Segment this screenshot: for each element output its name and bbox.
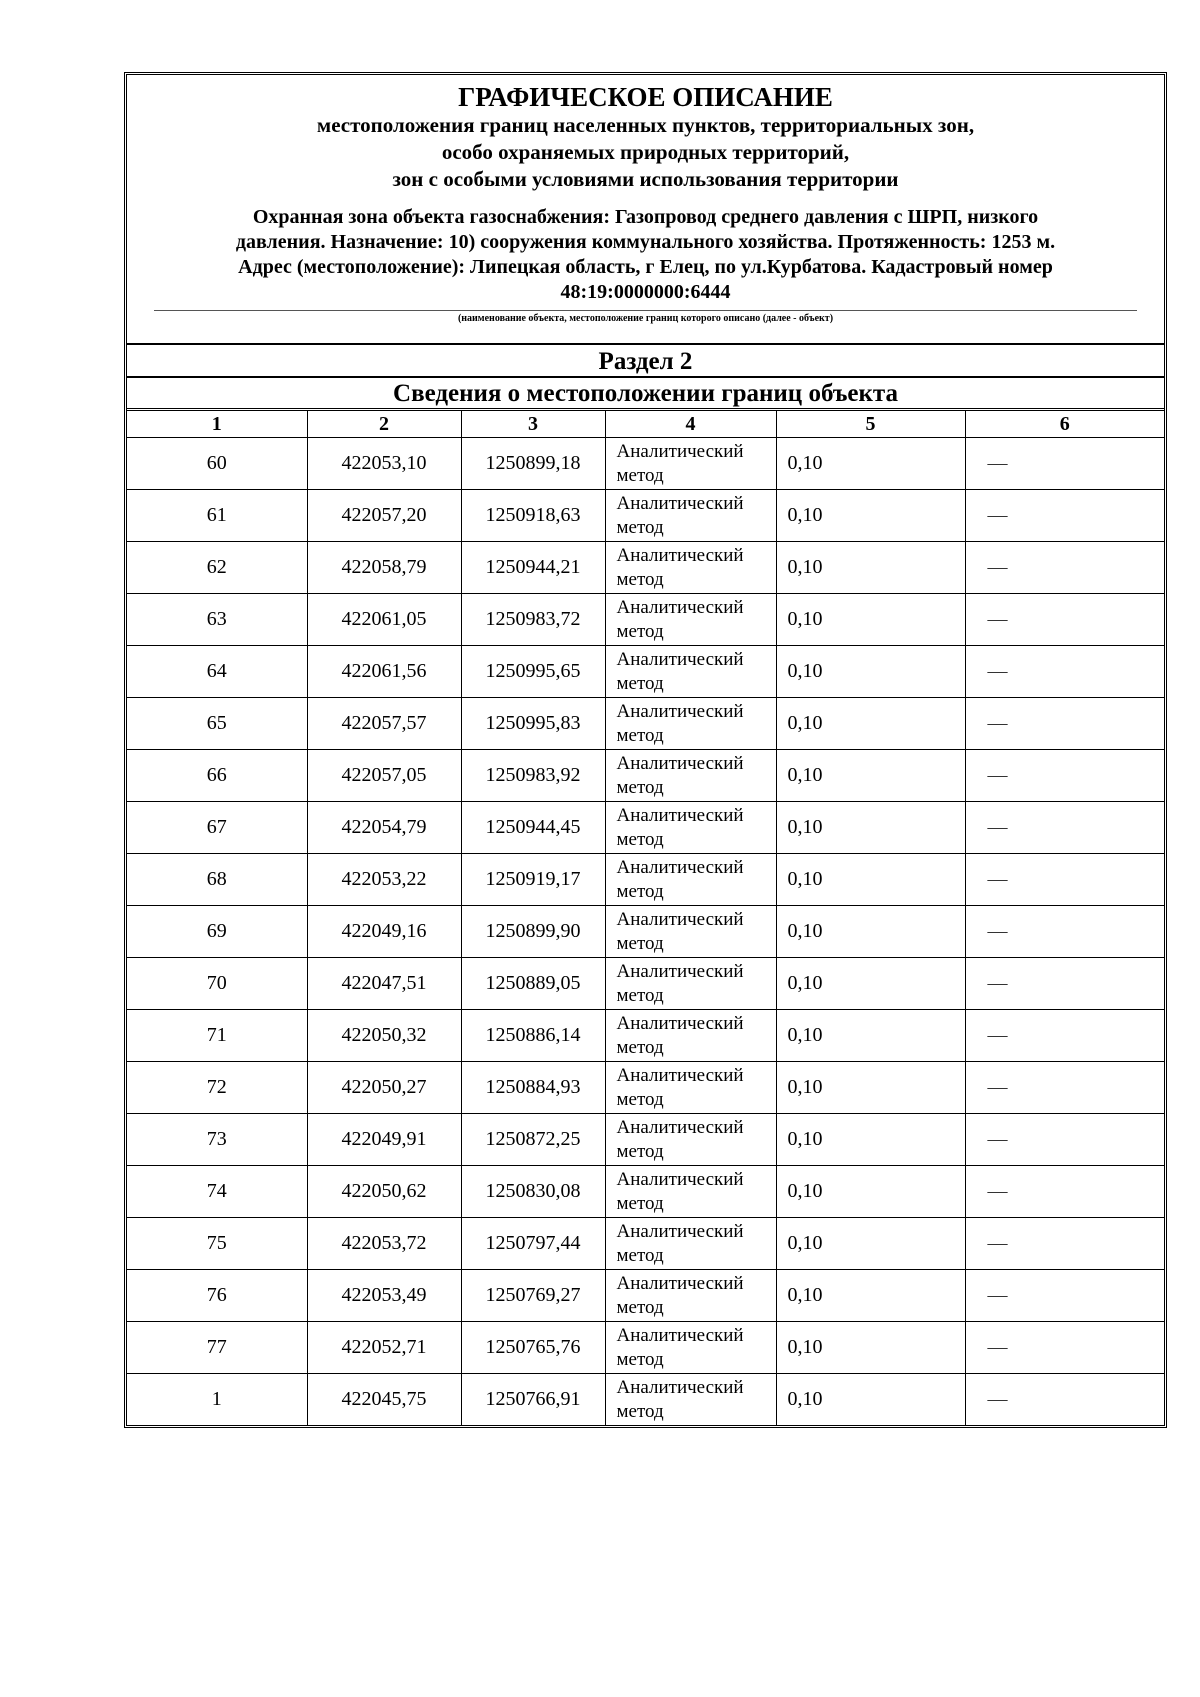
table-row — [127, 1374, 1164, 1426]
point-number-cell: 76 — [127, 1270, 307, 1322]
y-coordinate-cell: 1250769,27 — [461, 1270, 605, 1322]
note-cell: — — [965, 854, 1164, 906]
x-coordinate-cell: 422049,16 — [307, 906, 461, 958]
point-number-cell: 75 — [127, 1218, 307, 1270]
y-coordinate-cell: 1250899,18 — [461, 438, 605, 490]
note-cell: — — [965, 646, 1164, 698]
method-text: метод — [616, 880, 664, 902]
x-coordinate-cell: 422061,56 — [307, 646, 461, 698]
table-row — [127, 542, 1164, 594]
method-text: Аналитический — [616, 1220, 744, 1242]
table-row — [127, 1062, 1164, 1114]
accuracy-cell: 0,10 — [776, 1218, 965, 1270]
method-text: Аналитический — [616, 1168, 744, 1190]
x-coordinate-cell: 422049,91 — [307, 1114, 461, 1166]
column-header: 3 — [461, 411, 605, 438]
x-coordinate-cell: 422053,49 — [307, 1270, 461, 1322]
method-text: метод — [616, 568, 664, 590]
method-text: Аналитический — [616, 1324, 744, 1346]
accuracy-cell: 0,10 — [776, 750, 965, 802]
table-row — [127, 1218, 1164, 1270]
y-coordinate-cell: 1250995,83 — [461, 698, 605, 750]
table-row — [127, 1322, 1164, 1374]
note-cell: — — [965, 1218, 1164, 1270]
accuracy-cell: 0,10 — [776, 1114, 965, 1166]
column-header: 2 — [307, 411, 461, 438]
method-cell — [605, 646, 776, 698]
method-cell — [605, 802, 776, 854]
table-body — [127, 438, 1164, 1426]
method-text: метод — [616, 1192, 664, 1214]
point-number-cell: 66 — [127, 750, 307, 802]
table-header-row — [127, 411, 1164, 438]
table-row — [127, 1166, 1164, 1218]
y-coordinate-cell: 1250797,44 — [461, 1218, 605, 1270]
point-number-cell: 74 — [127, 1166, 307, 1218]
method-text: метод — [616, 776, 664, 798]
y-coordinate-cell: 1250884,93 — [461, 1062, 605, 1114]
method-text: метод — [616, 464, 664, 486]
x-coordinate-cell: 422061,05 — [307, 594, 461, 646]
method-text: Аналитический — [616, 1012, 744, 1034]
document-header — [127, 75, 1164, 345]
column-header: 1 — [127, 411, 307, 438]
point-number-cell: 69 — [127, 906, 307, 958]
note-cell: — — [965, 1270, 1164, 1322]
method-text: Аналитический — [616, 908, 744, 930]
object-line: Охранная зона объекта газоснабжения: Газопровод среднего давления с ШРП, низкого — [252, 206, 1039, 228]
table-row — [127, 1010, 1164, 1062]
coordinates-table — [127, 411, 1164, 1425]
object-caption: (наименование объекта, местоположение границ которого описано (далее - объект) — [457, 313, 834, 324]
method-cell — [605, 1374, 776, 1426]
method-cell — [605, 594, 776, 646]
point-number-cell: 72 — [127, 1062, 307, 1114]
method-cell — [605, 698, 776, 750]
column-header: 4 — [605, 411, 776, 438]
method-text: Аналитический — [616, 1376, 744, 1398]
table-row — [127, 698, 1164, 750]
note-cell: — — [965, 906, 1164, 958]
method-text: метод — [616, 1140, 664, 1162]
point-number-cell: 63 — [127, 594, 307, 646]
note-cell: — — [965, 1374, 1164, 1426]
accuracy-cell: 0,10 — [776, 490, 965, 542]
document-frame — [124, 72, 1167, 1428]
accuracy-cell: 0,10 — [776, 594, 965, 646]
table-row — [127, 646, 1164, 698]
x-coordinate-cell: 422057,57 — [307, 698, 461, 750]
x-coordinate-cell: 422045,75 — [307, 1374, 461, 1426]
y-coordinate-cell: 1250872,25 — [461, 1114, 605, 1166]
method-cell — [605, 490, 776, 542]
note-cell: — — [965, 1166, 1164, 1218]
method-text: Аналитический — [616, 960, 744, 982]
method-cell — [605, 1062, 776, 1114]
y-coordinate-cell: 1250889,05 — [461, 958, 605, 1010]
method-text: метод — [616, 1088, 664, 1110]
point-number-cell: 61 — [127, 490, 307, 542]
x-coordinate-cell: 422053,72 — [307, 1218, 461, 1270]
method-text: Аналитический — [616, 804, 744, 826]
point-number-cell: 62 — [127, 542, 307, 594]
point-number-cell: 71 — [127, 1010, 307, 1062]
y-coordinate-cell: 1250983,92 — [461, 750, 605, 802]
method-cell — [605, 1114, 776, 1166]
note-cell: — — [965, 698, 1164, 750]
table-row — [127, 594, 1164, 646]
point-number-cell: 65 — [127, 698, 307, 750]
accuracy-cell: 0,10 — [776, 1166, 965, 1218]
document-title: ГРАФИЧЕСКОЕ ОПИСАНИЕ — [458, 82, 833, 112]
method-cell — [605, 906, 776, 958]
accuracy-cell: 0,10 — [776, 542, 965, 594]
y-coordinate-cell: 1250886,14 — [461, 1010, 605, 1062]
point-number-cell: 60 — [127, 438, 307, 490]
accuracy-cell: 0,10 — [776, 1062, 965, 1114]
method-text: Аналитический — [616, 440, 744, 462]
y-coordinate-cell: 1250919,17 — [461, 854, 605, 906]
accuracy-cell: 0,10 — [776, 958, 965, 1010]
note-cell: — — [965, 1114, 1164, 1166]
method-text: Аналитический — [616, 492, 744, 514]
note-cell: — — [965, 1062, 1164, 1114]
method-text: метод — [616, 724, 664, 746]
object-line: давления. Назначение: 10) сооружения коммунального хозяйства. Протяженность: 1253 м. — [235, 231, 1056, 253]
x-coordinate-cell: 422047,51 — [307, 958, 461, 1010]
y-coordinate-cell: 1250765,76 — [461, 1322, 605, 1374]
method-cell — [605, 750, 776, 802]
point-number-cell: 67 — [127, 802, 307, 854]
table-row — [127, 490, 1164, 542]
point-number-cell: 1 — [127, 1374, 307, 1426]
column-header: 6 — [965, 411, 1164, 438]
y-coordinate-cell: 1250983,72 — [461, 594, 605, 646]
x-coordinate-cell: 422053,10 — [307, 438, 461, 490]
note-cell: — — [965, 438, 1164, 490]
method-cell — [605, 854, 776, 906]
accuracy-cell: 0,10 — [776, 1270, 965, 1322]
point-number-cell: 68 — [127, 854, 307, 906]
table-row — [127, 1270, 1164, 1322]
note-cell: — — [965, 750, 1164, 802]
method-text: Аналитический — [616, 1272, 744, 1294]
accuracy-cell: 0,10 — [776, 1010, 965, 1062]
accuracy-cell: 0,10 — [776, 646, 965, 698]
table-row — [127, 802, 1164, 854]
table-row — [127, 750, 1164, 802]
y-coordinate-cell: 1250918,63 — [461, 490, 605, 542]
method-cell — [605, 958, 776, 1010]
method-cell — [605, 1270, 776, 1322]
column-header: 5 — [776, 411, 965, 438]
method-text: Аналитический — [616, 1064, 744, 1086]
method-cell — [605, 542, 776, 594]
method-cell — [605, 1010, 776, 1062]
table-row — [127, 958, 1164, 1010]
note-cell: — — [965, 958, 1164, 1010]
method-text: Аналитический — [616, 1116, 744, 1138]
note-cell: — — [965, 542, 1164, 594]
note-cell: — — [965, 490, 1164, 542]
table-row — [127, 438, 1164, 490]
method-text: Аналитический — [616, 700, 744, 722]
method-text: метод — [616, 932, 664, 954]
accuracy-cell: 0,10 — [776, 1374, 965, 1426]
subtitle-line: особо охраняемых природных территорий, — [441, 140, 850, 164]
x-coordinate-cell: 422057,05 — [307, 750, 461, 802]
method-text: Аналитический — [616, 752, 744, 774]
object-description — [127, 205, 1164, 305]
accuracy-cell: 0,10 — [776, 1322, 965, 1374]
note-cell: — — [965, 802, 1164, 854]
section-subtitle: Сведения о местоположении границ объекта — [127, 378, 1164, 411]
method-text: Аналитический — [616, 596, 744, 618]
point-number-cell: 70 — [127, 958, 307, 1010]
subtitle-line: местоположения границ населенных пунктов, территориальных зон, — [316, 113, 975, 137]
method-text: метод — [616, 1296, 664, 1318]
x-coordinate-cell: 422050,27 — [307, 1062, 461, 1114]
x-coordinate-cell: 422057,20 — [307, 490, 461, 542]
object-line: 48:19:0000000:6444 — [560, 281, 731, 303]
point-number-cell: 73 — [127, 1114, 307, 1166]
caption-rule — [154, 310, 1137, 311]
x-coordinate-cell: 422052,71 — [307, 1322, 461, 1374]
x-coordinate-cell: 422058,79 — [307, 542, 461, 594]
y-coordinate-cell: 1250899,90 — [461, 906, 605, 958]
y-coordinate-cell: 1250944,45 — [461, 802, 605, 854]
method-cell — [605, 1218, 776, 1270]
note-cell: — — [965, 1010, 1164, 1062]
section-title: Раздел 2 — [127, 345, 1164, 378]
method-text: метод — [616, 828, 664, 850]
table-row — [127, 854, 1164, 906]
point-number-cell: 77 — [127, 1322, 307, 1374]
method-text: метод — [616, 1244, 664, 1266]
method-text: метод — [616, 516, 664, 538]
point-number-cell: 64 — [127, 646, 307, 698]
y-coordinate-cell: 1250766,91 — [461, 1374, 605, 1426]
method-text: Аналитический — [616, 544, 744, 566]
y-coordinate-cell: 1250995,65 — [461, 646, 605, 698]
method-cell — [605, 1166, 776, 1218]
y-coordinate-cell: 1250944,21 — [461, 542, 605, 594]
x-coordinate-cell: 422053,22 — [307, 854, 461, 906]
accuracy-cell: 0,10 — [776, 802, 965, 854]
x-coordinate-cell: 422050,62 — [307, 1166, 461, 1218]
x-coordinate-cell: 422054,79 — [307, 802, 461, 854]
method-text: метод — [616, 672, 664, 694]
method-cell — [605, 1322, 776, 1374]
accuracy-cell: 0,10 — [776, 698, 965, 750]
accuracy-cell: 0,10 — [776, 854, 965, 906]
accuracy-cell: 0,10 — [776, 906, 965, 958]
y-coordinate-cell: 1250830,08 — [461, 1166, 605, 1218]
table-row — [127, 1114, 1164, 1166]
table-row — [127, 906, 1164, 958]
method-text: метод — [616, 1036, 664, 1058]
method-text: Аналитический — [616, 856, 744, 878]
method-text: Аналитический — [616, 648, 744, 670]
note-cell: — — [965, 594, 1164, 646]
method-text: метод — [616, 1348, 664, 1370]
method-text: метод — [616, 984, 664, 1006]
object-line: Адрес (местоположение): Липецкая область, г Елец, по ул.Курбатова. Кадастровый номер — [238, 256, 1053, 278]
subtitle-line: зон с особыми условиями использования территории — [392, 167, 899, 191]
method-text: метод — [616, 1400, 664, 1422]
x-coordinate-cell: 422050,32 — [307, 1010, 461, 1062]
note-cell: — — [965, 1322, 1164, 1374]
method-cell — [605, 438, 776, 490]
accuracy-cell: 0,10 — [776, 438, 965, 490]
method-text: метод — [616, 620, 664, 642]
